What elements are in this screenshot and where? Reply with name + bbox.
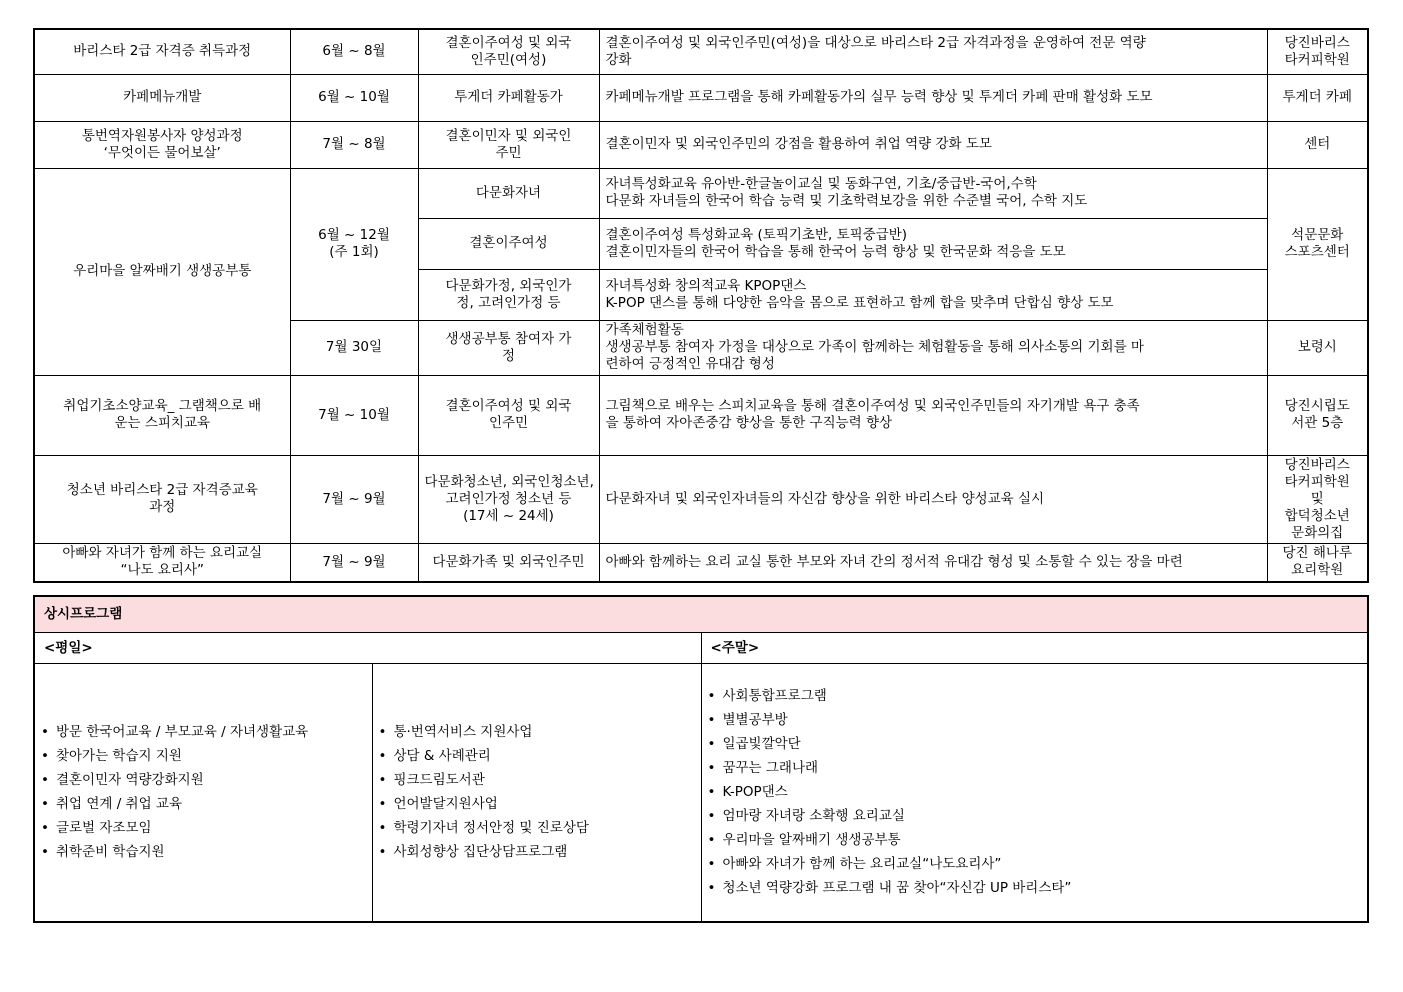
program-venue-line: 센터: [1304, 136, 1331, 152]
program-name-line: 바리스타 2급 자격증 취득과정: [73, 43, 252, 60]
list-item: • 결혼이민자 역량강화지원: [41, 768, 366, 792]
list-item: • 일곱빛깔악단: [708, 732, 1362, 756]
program-content-line: 그림책으로 배우는 스피치교육을 통해 결혼이주여성 및 외국인주민들의 자기개발 욕구 충족: [605, 398, 1140, 414]
program-name: [34, 29, 290, 74]
program-period-line: 7월 ~ 9월: [322, 490, 386, 507]
weekday-list-right: [379, 720, 695, 864]
program-name: [34, 168, 290, 375]
program-period: [290, 74, 418, 121]
program-content: [599, 74, 1267, 121]
program-row: [34, 455, 1368, 543]
program-period-line: 7월 ~ 10월: [318, 406, 390, 423]
program-name: [34, 375, 290, 455]
program-name-line: ‘무엇이든 물어보살’: [103, 144, 221, 161]
list-item: • 청소년 역량강화 프로그램 내 꿈 찾아“자신감 UP 바리스타”: [708, 876, 1362, 900]
program-venue: [1267, 168, 1368, 320]
program-target: [418, 29, 599, 74]
program-content-line: 을 통하여 자아존중감 향상을 통한 구직능력 향상: [605, 415, 893, 431]
program-venue-line: 투게더 카페: [1282, 89, 1352, 105]
list-item: • 학령기자녀 정서안정 및 진로상담: [379, 816, 695, 840]
program-content-line: 결혼이민자 및 외국인주민의 강점을 활용하여 취업 역량 강화 도모: [605, 136, 992, 152]
program-content: [599, 543, 1267, 582]
program-target-line: 인주민: [488, 415, 529, 431]
program-target: [418, 455, 599, 543]
program-venue-line: 합덕청소년: [1284, 507, 1350, 524]
program-period-line: 7월 ~ 8월: [322, 136, 386, 152]
list-item: • 취학준비 학습지원: [41, 840, 366, 864]
program-content: [599, 218, 1267, 269]
program-venue-line: 및: [1310, 490, 1324, 507]
program-period: [290, 375, 418, 455]
program-venue: [1267, 74, 1368, 121]
program-target-line: 결혼이주여성 및 외국: [445, 398, 572, 414]
list-item: • 아빠와 자녀가 함께 하는 요리교실“나도요리사”: [708, 852, 1362, 876]
list-item: • 방문 한국어교육 / 부모교육 / 자녀생활교육: [41, 720, 366, 744]
program-target-line: 결혼이주여성 및 외국: [445, 34, 572, 51]
program-venue-line: 당진바리스: [1284, 34, 1350, 51]
program-name-line: 우리마을 알짜배기 생생공부통: [73, 263, 252, 279]
program-venue: [1267, 455, 1368, 543]
program-content-line: 결혼이민자들의 한국어 학습을 통해 한국어 능력 향상 및 한국문화 적응을 도모: [605, 243, 1066, 260]
program-content-line: 카페메뉴개발 프로그램을 통해 카페활동가의 실무 능력 향상 및 투게더 카페 판매 활성화 도모: [605, 89, 1153, 105]
program-target-line: 다문화자녀: [475, 184, 542, 201]
program-name: [34, 543, 290, 582]
program-content-line: 련하여 긍정적인 유대감 형성: [605, 356, 775, 372]
list-item: • 별별공부방: [708, 708, 1362, 732]
program-name-line: 취업기초소양교육_ 그램책으로 배: [63, 398, 262, 414]
weekday-label: <평일>: [34, 633, 701, 664]
program-content-line: 자녀특성화교육 유아반-한글놀이교실 및 동화구연, 기초/중급반-국어,수학: [605, 176, 1037, 192]
program-venue-line: 보령시: [1297, 339, 1337, 355]
program-target: [418, 543, 599, 582]
program-name-line: “나도 요리사”: [120, 562, 204, 579]
program-content-line: K-POP 댄스를 통해 다양한 음악을 몸으로 표현하고 함께 합을 맞추며 단합심 향상 도모: [605, 294, 1114, 311]
program-venue-line: 타커피학원: [1284, 51, 1350, 68]
program-content: [599, 29, 1267, 74]
program-venue: [1267, 543, 1368, 582]
program-row: [34, 121, 1368, 168]
list-item: • K-POP댄스: [708, 780, 1362, 804]
program-content-line: 아빠와 함께하는 요리 교실 통한 부모와 자녀 간의 정서적 유대감 형성 및 소통할 수 있는 장을 마련: [605, 553, 1183, 570]
program-venue-line: 당진시립도: [1284, 398, 1350, 414]
program-name: [34, 74, 290, 121]
program-target: [418, 218, 599, 269]
program-target-line: 다문화청소년, 외국인청소년,: [424, 473, 594, 490]
program-target-line: 다문화가족 및 외국인주민: [432, 553, 585, 570]
program-venue: [1267, 29, 1368, 74]
weekday-list-left-cell: [34, 664, 372, 922]
program-content-line: 다문화 자녀들의 한국어 학습 능력 및 기초학력보강을 위한 수준별 국어, 수학 지도: [605, 193, 1088, 209]
list-item: • 우리마을 알짜배기 생생공부통: [708, 828, 1362, 852]
program-period-line: 6월 ~ 8월: [322, 43, 386, 60]
program-row: [34, 543, 1368, 582]
weekend-label: <주말>: [701, 633, 1368, 664]
program-target-line: 정, 고려인가정 등: [456, 294, 561, 311]
weekday-list-left: [41, 720, 366, 864]
program-target-line: 정: [501, 347, 516, 364]
program-period: [290, 543, 418, 582]
program-venue: [1267, 121, 1368, 168]
program-venue-line: 스포츠센터: [1284, 244, 1350, 260]
program-name: [34, 121, 290, 168]
program-period: [290, 320, 418, 375]
program-target-line: 고려인가정 청소년 등: [445, 490, 572, 507]
program-venue-line: 문화의집: [1291, 524, 1344, 541]
program-venue: [1267, 320, 1368, 375]
list-item: • 찾아가는 학습지 지원: [41, 744, 366, 768]
program-content: [599, 269, 1267, 320]
list-item: • 글로벌 자조모임: [41, 816, 366, 840]
regular-program-table: [33, 595, 1369, 923]
list-item: • 취업 연계 / 취업 교육: [41, 792, 366, 816]
program-target-line: 생생공부통 참여자 가: [445, 330, 572, 347]
program-period: [290, 455, 418, 543]
program-name: [34, 455, 290, 543]
program-target: [418, 168, 599, 218]
list-item: • 상담 & 사례관리: [379, 744, 695, 768]
list-item: • 꿈꾸는 그래나래: [708, 756, 1362, 780]
program-venue-line: 석문문화: [1291, 227, 1344, 243]
program-row: [34, 29, 1368, 74]
program-period-line: 6월 ~ 12월: [318, 227, 390, 243]
program-target-line: 주민: [495, 144, 522, 161]
program-row: [34, 375, 1368, 455]
list-item: • 사회성향상 집단상담프로그램: [379, 840, 695, 864]
program-content: [599, 121, 1267, 168]
program-venue-line: 당진바리스: [1284, 456, 1350, 473]
program-content: [599, 320, 1267, 375]
program-content-line: 결혼이주여성 특성화교육 (토픽기초반, 토픽중급반): [605, 226, 908, 243]
weekday-list-right-cell: [372, 664, 701, 922]
program-period-line: (주 1회): [329, 244, 379, 260]
program-content-line: 자녀특성화 창의적교육 KPOP댄스: [605, 277, 807, 294]
program-period-line: 7월 30일: [325, 339, 383, 355]
program-content-line: 가족체험활동: [605, 322, 684, 338]
program-target: [418, 121, 599, 168]
program-target-line: (17세 ~ 24세): [463, 507, 554, 524]
program-name-line: 아빠와 자녀가 함께 하는 요리교실: [62, 545, 263, 562]
weekend-list: [708, 684, 1362, 900]
list-item: • 사회통합프로그램: [708, 684, 1362, 708]
regular-program-title: 상시프로그램: [34, 596, 1368, 633]
program-content: [599, 455, 1267, 543]
program-name-line: 청소년 바리스타 2급 자격증교육: [66, 482, 258, 498]
program-target-line: 인주민(여성): [470, 51, 547, 68]
program-schedule-table: [33, 28, 1369, 583]
program-target: [418, 269, 599, 320]
program-venue-line: 요리학원: [1291, 562, 1344, 579]
program-content-line: 생생공부통 참여자 가정을 대상으로 가족이 함께하는 체험활동을 통해 의사소통의 기회를 마: [605, 339, 1144, 355]
program-content: [599, 168, 1267, 218]
list-item: • 언어발달지원사업: [379, 792, 695, 816]
woori-sub-row: [34, 168, 1368, 218]
program-name-line: 카페메뉴개발: [123, 89, 202, 105]
program-content-line: 결혼이주여성 및 외국인주민(여성)을 대상으로 바리스타 2급 자격과정을 운영하여 전문 역량: [605, 34, 1146, 51]
program-target-line: 투게더 카페활동가: [454, 89, 563, 105]
program-name-line: 과정: [149, 499, 176, 515]
program-content-line: 강화: [605, 51, 632, 68]
program-name-line: 통번역자원봉사자 양성과정: [81, 127, 243, 144]
list-item: • 통·번역서비스 지원사업: [379, 720, 695, 744]
program-target: [418, 320, 599, 375]
program-venue-line: 서관 5층: [1291, 415, 1344, 431]
program-venue-line: 당진 해나루: [1282, 545, 1352, 562]
program-row: [34, 74, 1368, 121]
program-period: [290, 29, 418, 74]
list-item: • 엄마랑 자녀랑 소확행 요리교실: [708, 804, 1362, 828]
program-target-line: 다문화가정, 외국인가: [445, 277, 572, 294]
program-period-line: 6월 ~ 10월: [318, 89, 390, 105]
program-period-line: 7월 ~ 9월: [322, 553, 386, 570]
program-name-line: 운는 스피치교육: [114, 415, 211, 431]
program-target: [418, 74, 599, 121]
program-content-line: 다문화자녀 및 외국인자녀들의 자신감 향상을 위한 바리스타 양성교육 실시: [605, 490, 1045, 507]
list-item: • 핑크드림도서관: [379, 768, 695, 792]
program-venue-line: 타커피학원: [1284, 473, 1350, 490]
program-target: [418, 375, 599, 455]
program-content: [599, 375, 1267, 455]
program-period: [290, 168, 418, 320]
program-period: [290, 121, 418, 168]
weekend-list-cell: [701, 664, 1368, 922]
program-target-line: 결혼이민자 및 외국인: [445, 127, 572, 144]
program-venue: [1267, 375, 1368, 455]
program-target-line: 결혼이주여성: [469, 235, 548, 251]
